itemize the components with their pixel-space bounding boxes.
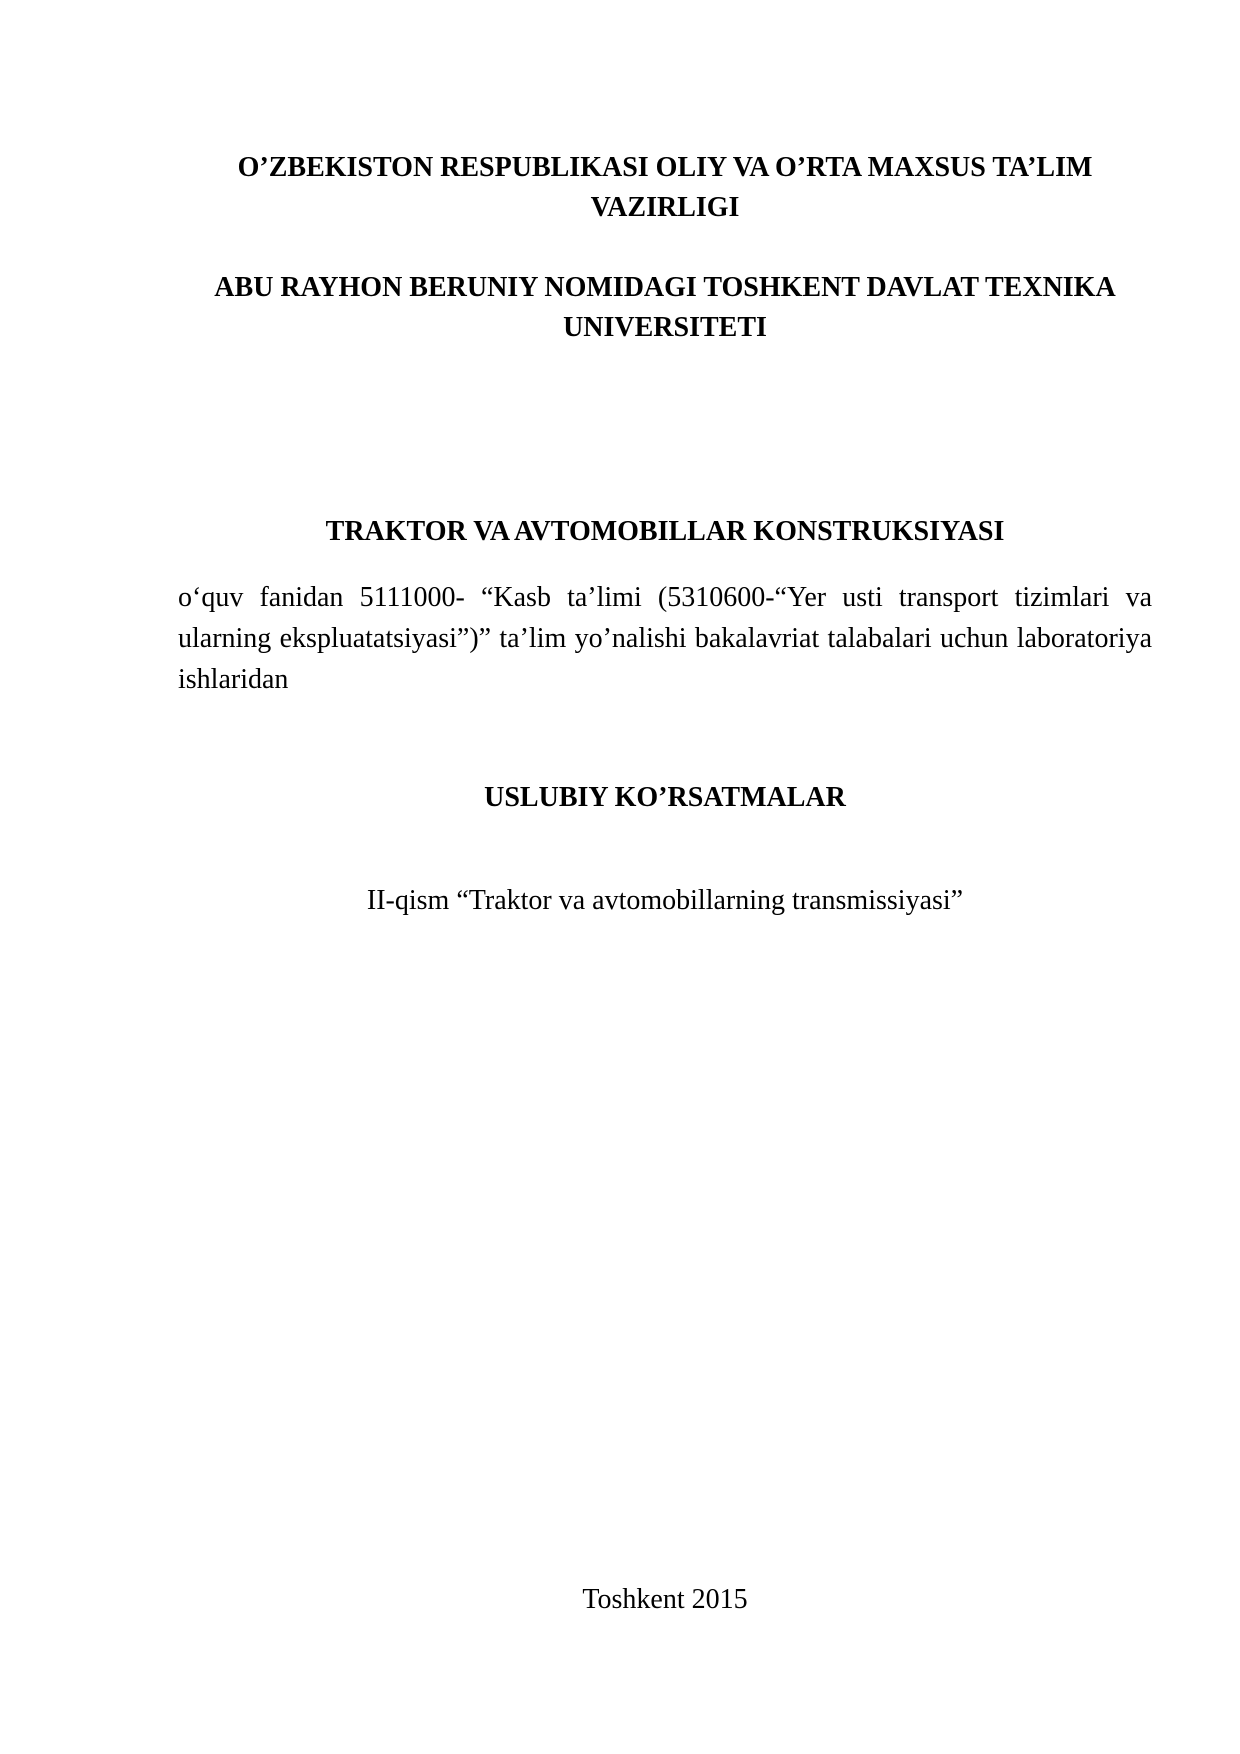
university-heading-line-2: UNIVERSITETI bbox=[563, 312, 767, 343]
subject-title: TRAKTOR VA AVTOMOBILLAR KONSTRUKSIYASI bbox=[325, 516, 1005, 547]
document-type-title: USLUBIY KO’RSATMALAR bbox=[484, 782, 846, 813]
description-paragraph: o‘quv fanidan 5111000- “Kasb ta’limi (5310600-“Yer usti transport tizimlari va ularning ekspluatatsiyasi”)” ta’lim yo’nalishi bakalavriat talabalari uchun laboratoriya ishlaridan bbox=[178, 582, 1152, 695]
ministry-heading bbox=[178, 148, 1152, 228]
place-and-year: Toshkent 2015 bbox=[582, 1584, 748, 1615]
university-heading-line-1: ABU RAYHON BERUNIY NOMIDAGI TOSHKENT DAVLAT TEXNIKA bbox=[214, 272, 1116, 303]
university-heading bbox=[178, 268, 1152, 348]
ministry-heading-line-1: O’ZBEKISTON RESPUBLIKASI OLIY VA O’RTA MAXSUS TA’LIM bbox=[237, 152, 1093, 183]
part-subtitle: II-qism “Traktor va avtomobillarning transmissiyasi” bbox=[366, 885, 964, 916]
ministry-heading-line-2: VAZIRLIGI bbox=[590, 192, 740, 223]
